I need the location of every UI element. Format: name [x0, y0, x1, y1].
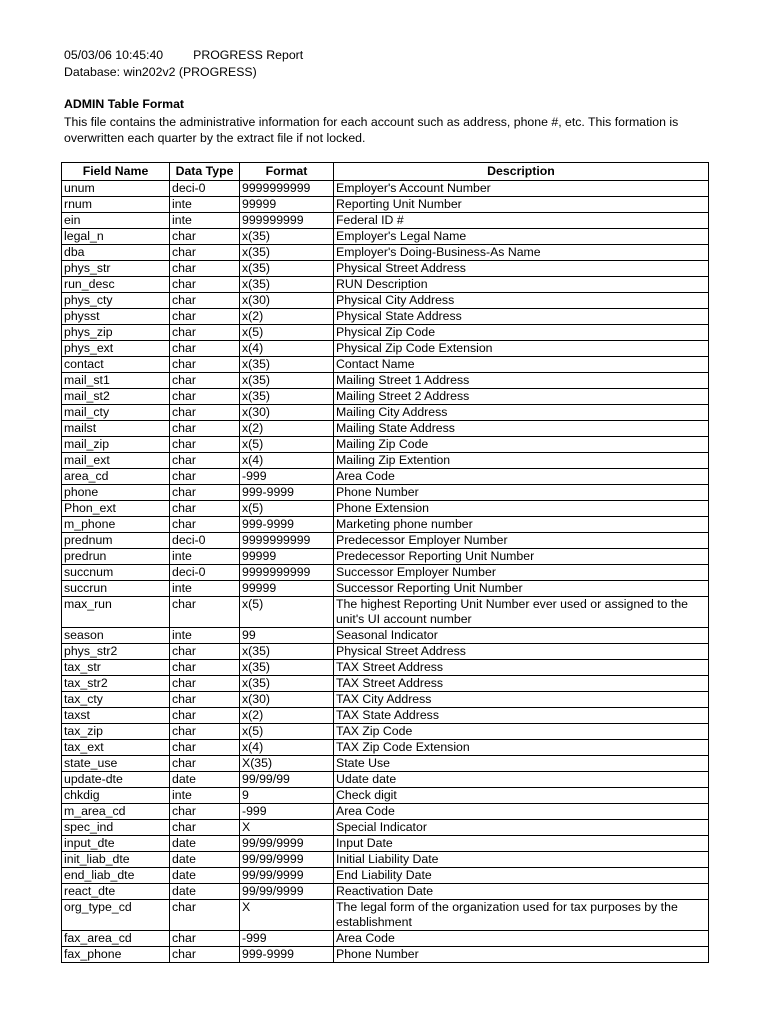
data-type-cell: char [170, 437, 240, 453]
format-cell: x(35) [240, 357, 334, 373]
data-type-cell: inte [170, 788, 240, 804]
field-name-cell: Phon_ext [62, 501, 170, 517]
data-type-cell: date [170, 884, 240, 900]
field-name-cell: succrun [62, 581, 170, 597]
field-name-cell: fax_area_cd [62, 931, 170, 947]
description-cell: Area Code [334, 469, 709, 485]
description-cell: Employer's Legal Name [334, 229, 709, 245]
format-cell: 99999 [240, 197, 334, 213]
description-cell: Federal ID # [334, 213, 709, 229]
field-name-cell: update-dte [62, 772, 170, 788]
description-cell: TAX Zip Code [334, 724, 709, 740]
format-cell: x(35) [240, 389, 334, 405]
table-row [62, 501, 709, 517]
description-cell: Seasonal Indicator [334, 628, 709, 644]
table-row [62, 405, 709, 421]
table-row [62, 213, 709, 229]
table-row [62, 836, 709, 852]
description-cell: Phone Number [334, 485, 709, 501]
format-cell: 999999999 [240, 213, 334, 229]
description-cell: TAX City Address [334, 692, 709, 708]
description-cell: RUN Description [334, 277, 709, 293]
table-row [62, 644, 709, 660]
description-cell: Phone Number [334, 947, 709, 963]
format-cell: -999 [240, 469, 334, 485]
table-row [62, 293, 709, 309]
description-cell: Predecessor Reporting Unit Number [334, 549, 709, 565]
data-type-cell: inte [170, 581, 240, 597]
table-row [62, 756, 709, 772]
table-header-row [62, 163, 709, 181]
table-row [62, 373, 709, 389]
format-cell: 99/99/9999 [240, 884, 334, 900]
field-name-cell: phys_cty [62, 293, 170, 309]
description-cell: End Liability Date [334, 868, 709, 884]
description-cell: Special Indicator [334, 820, 709, 836]
field-name-cell: fax_phone [62, 947, 170, 963]
format-cell: X [240, 900, 334, 931]
report-header-line-1 [64, 47, 303, 64]
report-datetime: 05/03/06 10:45:40 [64, 48, 164, 62]
field-name-cell: org_type_cd [62, 900, 170, 931]
format-cell: x(5) [240, 325, 334, 341]
data-type-cell: char [170, 597, 240, 628]
description-cell: Physical Zip Code [334, 325, 709, 341]
field-name-cell: unum [62, 181, 170, 197]
description-cell: Input Date [334, 836, 709, 852]
description-cell: Physical State Address [334, 309, 709, 325]
description-cell: Successor Reporting Unit Number [334, 581, 709, 597]
format-cell: x(35) [240, 373, 334, 389]
format-cell: X(35) [240, 756, 334, 772]
data-type-cell: char [170, 325, 240, 341]
table-row [62, 884, 709, 900]
table-row [62, 197, 709, 213]
format-cell: x(5) [240, 501, 334, 517]
table-row [62, 229, 709, 245]
field-name-cell: succnum [62, 565, 170, 581]
description-cell: Physical City Address [334, 293, 709, 309]
format-cell: 99/99/9999 [240, 852, 334, 868]
data-type-cell: char [170, 485, 240, 501]
field-name-cell: tax_str2 [62, 676, 170, 692]
data-type-cell: inte [170, 549, 240, 565]
data-type-cell: deci-0 [170, 533, 240, 549]
description-cell: Area Code [334, 804, 709, 820]
table-body [62, 181, 709, 963]
table-row [62, 740, 709, 756]
data-type-cell: char [170, 708, 240, 724]
description-cell: Physical Street Address [334, 644, 709, 660]
field-name-cell: mail_st1 [62, 373, 170, 389]
data-type-cell: char [170, 820, 240, 836]
description-cell: Reporting Unit Number [334, 197, 709, 213]
field-name-cell: mail_st2 [62, 389, 170, 405]
field-name-cell: phone [62, 485, 170, 501]
format-cell: x(4) [240, 453, 334, 469]
format-cell: 99/99/9999 [240, 836, 334, 852]
description-cell: Successor Employer Number [334, 565, 709, 581]
table-row [62, 453, 709, 469]
format-cell: x(30) [240, 692, 334, 708]
field-name-cell: tax_cty [62, 692, 170, 708]
table-row [62, 900, 709, 931]
table-row [62, 692, 709, 708]
field-name-cell: mail_cty [62, 405, 170, 421]
field-name-cell: rnum [62, 197, 170, 213]
data-type-cell: char [170, 389, 240, 405]
table-row [62, 852, 709, 868]
data-type-cell: char [170, 501, 240, 517]
data-type-cell: char [170, 644, 240, 660]
table-row [62, 421, 709, 437]
field-name-cell: mailst [62, 421, 170, 437]
field-name-cell: predrun [62, 549, 170, 565]
description-cell: Employer's Account Number [334, 181, 709, 197]
table-row [62, 597, 709, 628]
data-type-cell: char [170, 373, 240, 389]
table-row [62, 437, 709, 453]
data-type-cell: char [170, 405, 240, 421]
table-row [62, 708, 709, 724]
format-cell: x(35) [240, 676, 334, 692]
description-cell: Physical Street Address [334, 261, 709, 277]
format-cell: x(35) [240, 245, 334, 261]
format-cell: x(35) [240, 229, 334, 245]
table-row [62, 788, 709, 804]
field-name-cell: run_desc [62, 277, 170, 293]
table-row [62, 517, 709, 533]
format-cell: x(2) [240, 421, 334, 437]
data-type-cell: char [170, 261, 240, 277]
table-row [62, 485, 709, 501]
data-type-cell: char [170, 692, 240, 708]
format-cell: x(35) [240, 261, 334, 277]
data-type-cell: char [170, 277, 240, 293]
format-cell: x(2) [240, 309, 334, 325]
description-cell: Mailing State Address [334, 421, 709, 437]
description-cell: Employer's Doing-Business-As Name [334, 245, 709, 261]
column-header-format: Format [240, 163, 334, 181]
database-line: Database: win202v2 (PROGRESS) [64, 65, 257, 79]
description-cell: Mailing City Address [334, 405, 709, 421]
field-name-cell: spec_ind [62, 820, 170, 836]
data-type-cell: char [170, 756, 240, 772]
field-format-table [61, 162, 709, 963]
table-row [62, 581, 709, 597]
format-cell: 99/99/9999 [240, 868, 334, 884]
field-name-cell: ein [62, 213, 170, 229]
field-name-cell: max_run [62, 597, 170, 628]
field-name-cell: chkdig [62, 788, 170, 804]
table-row [62, 628, 709, 644]
format-cell: 99 [240, 628, 334, 644]
format-cell: 9999999999 [240, 565, 334, 581]
data-type-cell: char [170, 740, 240, 756]
table-row [62, 533, 709, 549]
format-cell: x(35) [240, 660, 334, 676]
format-cell: 9999999999 [240, 181, 334, 197]
format-cell: 99999 [240, 549, 334, 565]
field-name-cell: tax_ext [62, 740, 170, 756]
field-name-cell: area_cd [62, 469, 170, 485]
data-type-cell: char [170, 229, 240, 245]
table-row [62, 804, 709, 820]
format-cell: 9999999999 [240, 533, 334, 549]
description-cell: State Use [334, 756, 709, 772]
format-cell: x(5) [240, 724, 334, 740]
table-row [62, 947, 709, 963]
table-row [62, 325, 709, 341]
table-row [62, 309, 709, 325]
format-cell: 999-9999 [240, 485, 334, 501]
field-name-cell: m_area_cd [62, 804, 170, 820]
description-cell: Mailing Zip Code [334, 437, 709, 453]
description-cell: Marketing phone number [334, 517, 709, 533]
field-name-cell: input_dte [62, 836, 170, 852]
table-row [62, 341, 709, 357]
description-cell: Area Code [334, 931, 709, 947]
column-header-field-name: Field Name [62, 163, 170, 181]
field-name-cell: tax_zip [62, 724, 170, 740]
description-cell: Predecessor Employer Number [334, 533, 709, 549]
field-name-cell: taxst [62, 708, 170, 724]
table-row [62, 549, 709, 565]
table-row [62, 357, 709, 373]
field-name-cell: phys_ext [62, 341, 170, 357]
table-row [62, 277, 709, 293]
table-row [62, 724, 709, 740]
field-name-cell: phys_str2 [62, 644, 170, 660]
data-type-cell: char [170, 804, 240, 820]
field-name-cell: season [62, 628, 170, 644]
description-cell: Contact Name [334, 357, 709, 373]
data-type-cell: char [170, 947, 240, 963]
data-type-cell: date [170, 852, 240, 868]
description-cell: TAX Street Address [334, 660, 709, 676]
format-cell: x(35) [240, 277, 334, 293]
format-cell: x(2) [240, 708, 334, 724]
field-name-cell: dba [62, 245, 170, 261]
table-row [62, 660, 709, 676]
format-cell: -999 [240, 931, 334, 947]
column-header-description: Description [334, 163, 709, 181]
table-title: ADMIN Table Format [64, 97, 185, 111]
field-name-cell: legal_n [62, 229, 170, 245]
data-type-cell: char [170, 341, 240, 357]
data-type-cell: char [170, 453, 240, 469]
data-type-cell: char [170, 421, 240, 437]
format-cell: x(35) [240, 644, 334, 660]
data-type-cell: inte [170, 628, 240, 644]
data-type-cell: char [170, 469, 240, 485]
table-row [62, 389, 709, 405]
table-row [62, 565, 709, 581]
report-header [64, 47, 303, 81]
format-cell: X [240, 820, 334, 836]
field-name-cell: phys_zip [62, 325, 170, 341]
description-cell: Physical Zip Code Extension [334, 341, 709, 357]
table-row [62, 469, 709, 485]
description-cell: Mailing Zip Extention [334, 453, 709, 469]
description-cell: TAX Street Address [334, 676, 709, 692]
table-row [62, 181, 709, 197]
data-type-cell: char [170, 931, 240, 947]
format-cell: 999-9999 [240, 947, 334, 963]
field-name-cell: physst [62, 309, 170, 325]
data-type-cell: char [170, 309, 240, 325]
field-name-cell: init_liab_dte [62, 852, 170, 868]
description-cell: Phone Extension [334, 501, 709, 517]
table-row [62, 931, 709, 947]
field-name-cell: m_phone [62, 517, 170, 533]
data-type-cell: char [170, 660, 240, 676]
data-type-cell: char [170, 676, 240, 692]
format-cell: x(30) [240, 293, 334, 309]
data-type-cell: deci-0 [170, 181, 240, 197]
description-cell: TAX Zip Code Extension [334, 740, 709, 756]
format-cell: 9 [240, 788, 334, 804]
description-cell: Mailing Street 2 Address [334, 389, 709, 405]
description-cell: Reactivation Date [334, 884, 709, 900]
data-type-cell: char [170, 517, 240, 533]
format-cell: x(4) [240, 740, 334, 756]
data-type-cell: inte [170, 213, 240, 229]
format-cell: x(5) [240, 597, 334, 628]
table-row [62, 261, 709, 277]
report-name: PROGRESS Report [193, 48, 304, 62]
description-cell: Check digit [334, 788, 709, 804]
table-row [62, 676, 709, 692]
format-cell: -999 [240, 804, 334, 820]
table-row [62, 245, 709, 261]
data-type-cell: char [170, 724, 240, 740]
format-cell: x(5) [240, 437, 334, 453]
field-name-cell: mail_ext [62, 453, 170, 469]
format-cell: 999-9999 [240, 517, 334, 533]
description-cell: TAX State Address [334, 708, 709, 724]
data-type-cell: date [170, 772, 240, 788]
format-cell: 99/99/99 [240, 772, 334, 788]
data-type-cell: char [170, 293, 240, 309]
format-cell: 99999 [240, 581, 334, 597]
data-type-cell: date [170, 836, 240, 852]
format-cell: x(4) [240, 341, 334, 357]
description-cell: Mailing Street 1 Address [334, 373, 709, 389]
data-type-cell: char [170, 357, 240, 373]
field-name-cell: mail_zip [62, 437, 170, 453]
description-cell: The highest Reporting Unit Number ever used or assigned to the unit's UI account number [334, 597, 709, 628]
description-cell: The legal form of the organization used for tax purposes by the establishment [334, 900, 709, 931]
format-cell: x(30) [240, 405, 334, 421]
data-type-cell: date [170, 868, 240, 884]
table-row [62, 868, 709, 884]
field-name-cell: react_dte [62, 884, 170, 900]
field-name-cell: prednum [62, 533, 170, 549]
description-cell: Initial Liability Date [334, 852, 709, 868]
data-type-cell: inte [170, 197, 240, 213]
description-cell: Udate date [334, 772, 709, 788]
field-name-cell: tax_str [62, 660, 170, 676]
data-type-cell: char [170, 245, 240, 261]
table-description: This file contains the administrative information for each account such as address, phone #, etc. This formation is overwritten each quarter by the extract file if not locked. [64, 115, 679, 145]
table-row [62, 820, 709, 836]
field-name-cell: contact [62, 357, 170, 373]
data-type-cell: deci-0 [170, 565, 240, 581]
data-type-cell: char [170, 900, 240, 931]
field-name-cell: end_liab_dte [62, 868, 170, 884]
column-header-data-type: Data Type [170, 163, 240, 181]
field-name-cell: phys_str [62, 261, 170, 277]
field-name-cell: state_use [62, 756, 170, 772]
table-row [62, 772, 709, 788]
